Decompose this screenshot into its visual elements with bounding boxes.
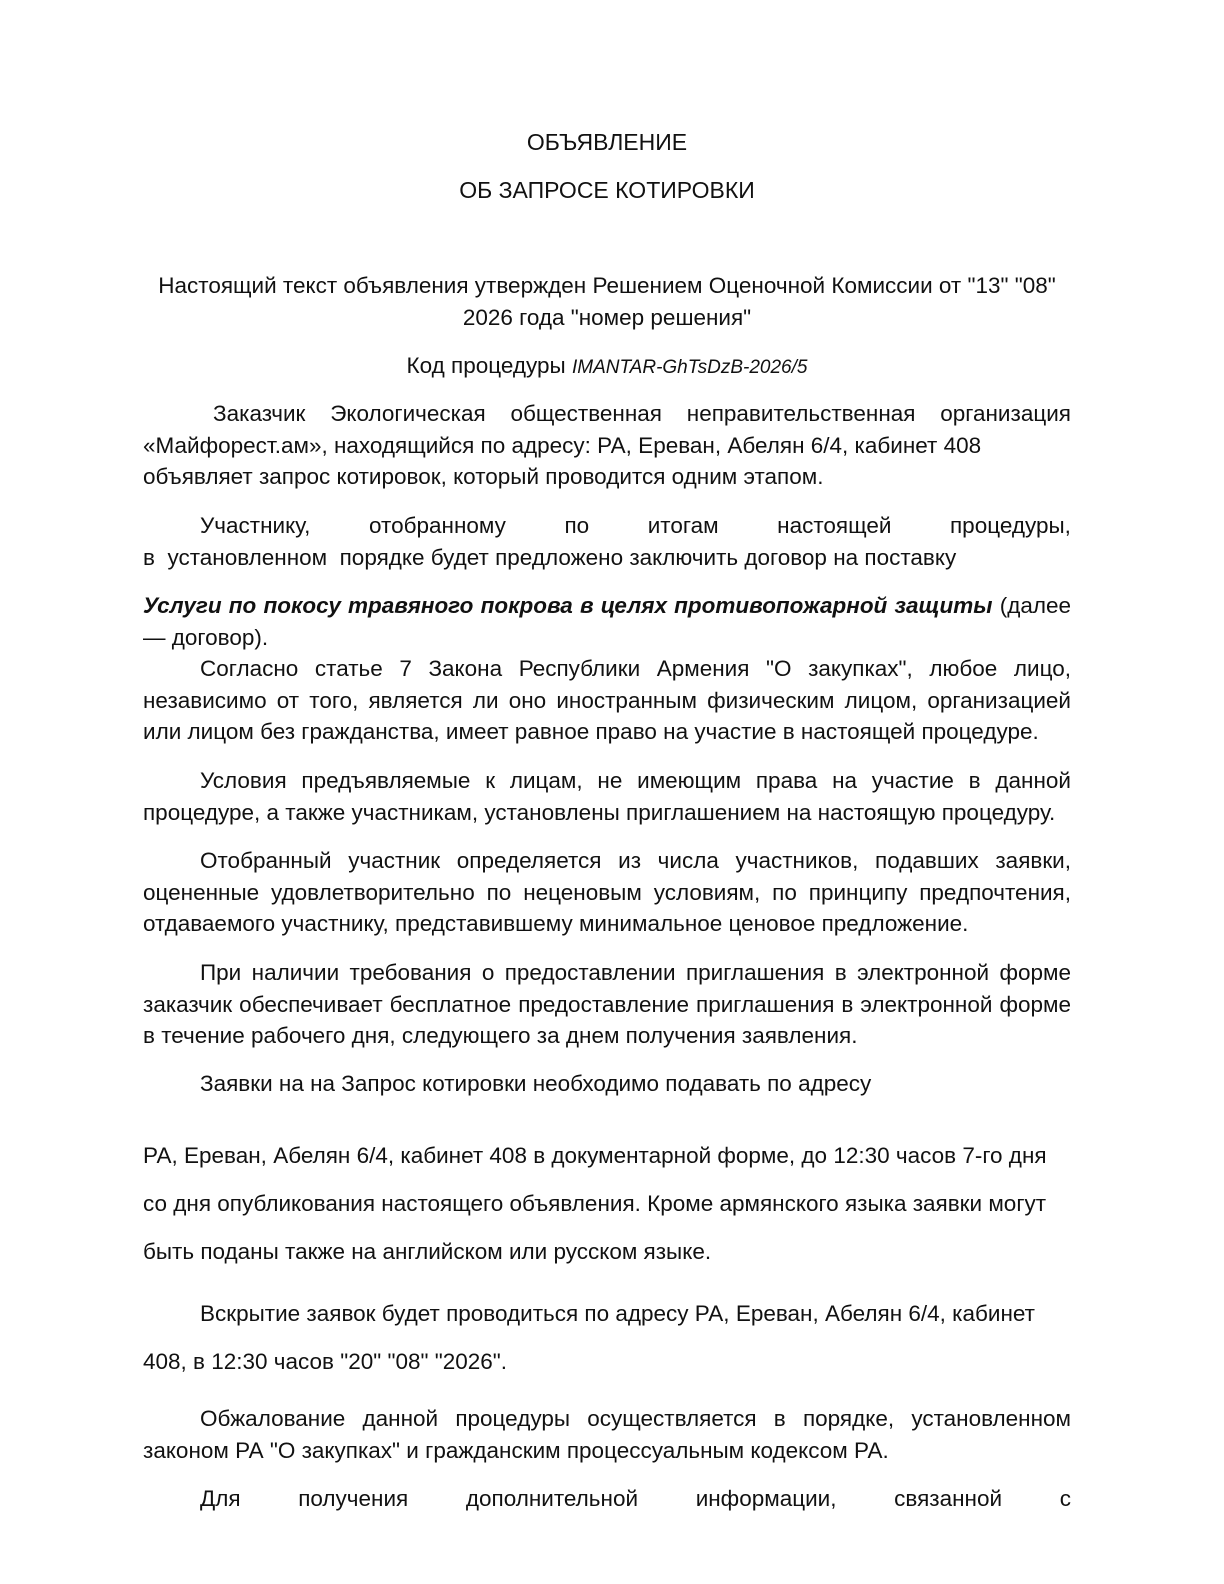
info-word: с bbox=[1059, 1486, 1071, 1511]
opening-line-1: Вскрытие заявок будет проводиться по адресу РА, Ереван, Абелян 6/4, кабинет bbox=[200, 1301, 1035, 1326]
info-word: получения bbox=[298, 1486, 409, 1511]
submission-line-3: быть поданы также на английском или русском языке. bbox=[143, 1239, 712, 1264]
customer-word: неправительственная bbox=[686, 401, 916, 426]
customer-line-2: «Майфорест.ам», находящийся по адресу: РА, Ереван, Абелян 6/4, кабинет 408 bbox=[143, 432, 982, 458]
document-title: ОБЪЯВЛЕНИЕ bbox=[526, 129, 688, 155]
procedure-code-value: IMANTAR-GhTsDzB-2026/5 bbox=[571, 357, 808, 378]
info-word: Для bbox=[200, 1486, 241, 1511]
submission-line-1: РА, Ереван, Абелян 6/4, кабинет 408 в документарной форме, до 12:30 часов 7-го дня bbox=[143, 1143, 1047, 1168]
approval-line-1: Настоящий текст объявления утвержден Решением Оценочной Комиссии от "13" "08" bbox=[158, 273, 1056, 298]
approval-line-2: 2026 года "номер решения" bbox=[462, 304, 752, 330]
contract-subject: Услуги по покосу травяного покрова в целях противопожарной защиты bbox=[143, 593, 993, 618]
customer-word: Заказчик bbox=[213, 401, 306, 426]
submission-intro: Заявки на на Запрос котировки необходимо подавать по адресу bbox=[200, 1071, 872, 1096]
customer-word: Экологическая bbox=[330, 401, 486, 426]
participant-word: по bbox=[564, 513, 590, 538]
approval-statement bbox=[143, 270, 1071, 333]
info-word: дополнительной bbox=[465, 1486, 639, 1511]
document-subtitle: ОБ ЗАПРОСЕ КОТИРОВКИ bbox=[459, 177, 755, 203]
participant-word: итогам bbox=[647, 513, 719, 538]
participant-word: отобранному bbox=[369, 513, 506, 538]
info-word: связанной bbox=[894, 1486, 1003, 1511]
info-paragraph bbox=[143, 1483, 1071, 1515]
customer-line-3: объявляет запрос котировок, который проводится одним этапом. bbox=[143, 464, 824, 489]
subject-rest: (далее — договор). bbox=[143, 593, 1071, 650]
customer-word: организация bbox=[940, 401, 1071, 426]
participant-word: процедуры, bbox=[950, 513, 1071, 538]
conditions-paragraph: Условия предъявляемые к лицам, не имеющим права на участие в данной процедуре, а также участникам, установлены приглашением на настоящую процедуру. bbox=[143, 768, 1071, 825]
info-word: информации, bbox=[695, 1486, 837, 1511]
electronic-form-paragraph: При наличии требования о предоставлении приглашения в электронной форме заказчик обеспечивает бесплатное предоставление приглашения в электронной форме в течение рабочего дня, следующего за днем получения заявления. bbox=[143, 960, 1071, 1048]
article7-paragraph: Согласно статье 7 Закона Республики Армения "О закупках", любое лицо, независимо от того, является ли оно иностранным физическим лицом, организацией или лицом без гражданства, имеет равное право на участие в настоящей процедуре. bbox=[143, 656, 1071, 744]
participant-word: настоящей bbox=[777, 513, 892, 538]
submission-line-2: со дня опубликования настоящего объявления. Кроме армянского языка заявки могут bbox=[143, 1191, 1047, 1216]
opening-paragraph bbox=[143, 1290, 1071, 1386]
subject-paragraph bbox=[143, 590, 1071, 653]
selection-paragraph: Отобранный участник определяется из числа участников, подавших заявки, оцененные удовлетворительно по неценовым условиям, по принципу предпочтения, отдаваемого участнику, представившему минимальное ценовое предложение. bbox=[143, 848, 1071, 936]
appeal-paragraph: Обжалование данной процедуры осуществляется в порядке, установленном законом РА "О закупках" и гражданским процессуальным кодексом РА. bbox=[143, 1406, 1071, 1463]
participant-paragraph bbox=[143, 510, 1071, 573]
opening-line-2: 408, в 12:30 часов "20" "08" "2026". bbox=[143, 1349, 508, 1374]
info-line-1 bbox=[143, 1483, 1071, 1515]
customer-word: общественная bbox=[510, 401, 662, 426]
customer-paragraph bbox=[143, 398, 1071, 493]
procedure-code-label: Код процедуры bbox=[406, 353, 566, 378]
procedure-code bbox=[143, 350, 1071, 384]
participant-line-2: в установленном порядке будет предложено заключить договор на поставку bbox=[143, 544, 957, 570]
participant-word: Участнику, bbox=[200, 513, 311, 538]
participant-line-1 bbox=[143, 510, 1071, 542]
submission-paragraph bbox=[143, 1132, 1071, 1276]
customer-line-1 bbox=[143, 398, 1071, 430]
